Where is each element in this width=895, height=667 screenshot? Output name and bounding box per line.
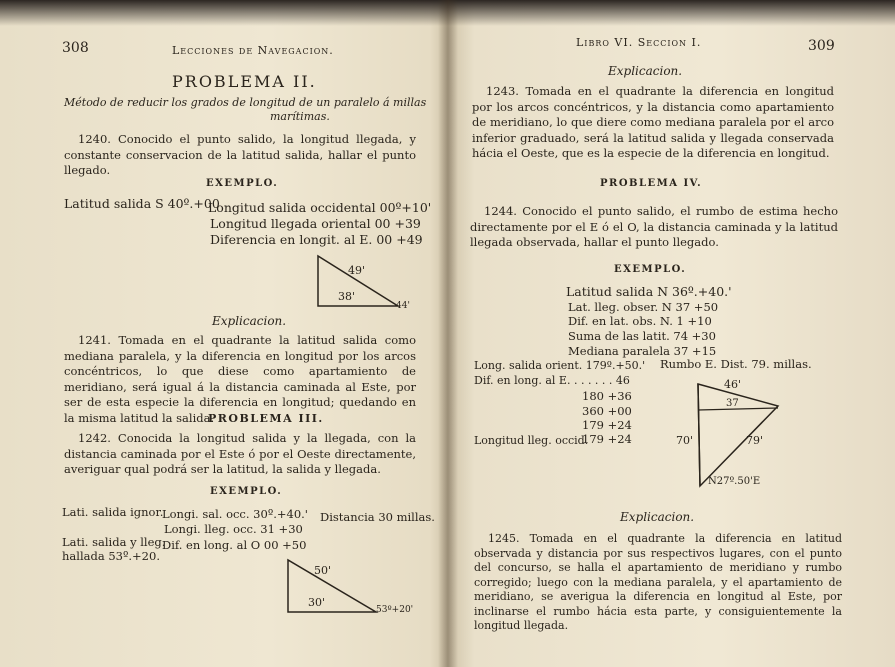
fig3-inner-label: 37 [726,398,739,409]
fig1-inside-label: 38' [338,290,356,303]
example-label-r: EXEMPLO. [614,264,687,275]
ex2-line1-a: Lati. salida ignor. [62,505,164,519]
ex2-line3-b: Dif. en long. al O 00 +50 [162,538,307,552]
paragraph-1240: 1240. Conocido el punto salido, la longitud llegada, y constante conservacion de la latitud salida, hallar el punto llegado. [64,132,416,177]
long-r-line3: 180 +36 [582,389,632,403]
paragraph-1243: 1243. Tomada en el quadrante la diferencia en longitud por los arcos concéntricos, y la distancia como apartamiento de meridiano, lo que diere como mediana paralela por el arco inferior graduado, será la latitud salida y llegada conservada hácia el Oeste, que es la especie de la diferencia en longitud. [472,84,834,160]
fig2-inside-label: 30' [308,596,326,609]
explicacion-label-r2: Explicacion. [620,510,695,524]
ex2-line4: hallada 53º.+20. [62,549,160,563]
long-r-line1-a: Long. salida orient. 179º.+50.' [474,359,646,372]
ex2-line1-c: Distancia 30 millas. [320,510,435,524]
left-running-head: Lecciones de Navegacion. [172,44,334,57]
ex1-line2: Longitud llegada oriental 00 +39 [210,216,421,231]
ex-r-line4: Suma de las latit. 74 +30 [568,329,716,343]
paragraph-1244: 1244. Conocido el punto salido, el rumbo de estima hecho directamente por el E ó el O, la distancia caminada y la latitud llegada observada, hallar el punto llegado. [470,204,838,249]
right-page [452,0,895,667]
triangle-figure-3 [674,374,790,494]
ex2-line3-a: Lati. salida y lleg. [62,535,166,549]
fig1-corner-label: 44' [396,301,410,311]
explicacion-label-r1: Explicacion. [608,64,683,78]
ex-r-line1: Latitud salida N 36º.+40.' [566,284,732,299]
fig2-corner-label: 53º+20' [376,605,414,615]
explicacion-label-1: Explicacion. [212,314,287,328]
left-page [0,0,445,667]
fig2-top-label: 50' [314,564,332,577]
problem-2-title: PROBLEMA II. [172,72,317,91]
ex2-line2: Longi. lleg. occ. 31 +30 [164,522,303,536]
ex-r-line2: Lat. lleg. obser. N 37 +50 [568,300,719,314]
paragraph-1241: 1241. Tomada en el quadrante la latitud salida como mediana paralela, y la diferencia en longitud por los arcos concéntricos, lo que diese como apartamiento de meridiano, será igual á la distancia caminada al Este, por ser de esta especie la diferencia en longitud; quedando en la misma latitud la salida. [64,333,416,425]
ex2-line1-b: Longi. sal. occ. 30º.+40.' [162,507,308,521]
paragraph-1242: 1242. Conocida la longitud salida y la llegada, con la distancia caminada por el Este ó por el Oeste directamente, averiguar qual podrá ser la latitud, la salida y llegada. [64,431,416,476]
subtitle-line-1: Método de reducir los grados de longitud de un paralelo á millas [64,96,427,109]
fig1-top-label: 49' [348,264,366,277]
long-r-line6-b: 179 +24 [582,432,632,446]
long-r-line2: Dif. en long. al E. . . . . . . 46 [474,374,630,387]
ex-r-line5: Mediana paralela 37 +15 [568,344,717,358]
triangle-figure-2 [276,556,426,620]
ex1-line3: Diferencia en longit. al E. 00 +49 [210,232,423,247]
ex-r-line3: Dif. en lat. obs. N. 1 +10 [568,314,712,328]
long-r-line4: 360 +00 [582,404,632,418]
example-label-1: EXEMPLO. [206,178,279,189]
ex1-line1-left: Latitud salida S 40º.+00 [64,196,220,211]
fig3-left-label: 70' [676,434,694,447]
fig3-right-label: 79' [746,434,764,447]
subtitle-line-2: marítimas. [270,110,330,123]
problem-4-label: PROBLEMA IV. [600,178,703,189]
right-running-head: Libro VI. Seccion I. [576,36,702,49]
ex1-line1-right: Longitud salida occidental 00º+10' [208,200,432,215]
long-r-line1-b: Rumbo E. Dist. 79. millas. [660,357,812,371]
long-r-line6-a: Longitud lleg. occid. [474,434,589,447]
triangle-figure-1 [300,250,430,312]
problem-3-label: PROBLEMA III. [208,412,324,425]
example-label-2: EXEMPLO. [210,486,283,497]
long-r-line5: 179 +24 [582,418,632,432]
paragraph-1245: 1245. Tomada en el quadrante la diferencia en latitud observada y distancia por sus respectivos lugares, con el punto del concurso, se halla el apartamiento de meridiano y rumbo corregido; luego con la mediana paralela, y el apartamiento de meridiano, se averigua la diferencia en longitud al Este, por inclinarse el rumbo hácia esta parte, y consiguientemente la longitud llegada. [474,532,842,632]
fig3-bottom-label: N27º.50'E [708,476,761,487]
left-page-number: 308 [62,40,89,56]
right-page-number: 309 [808,38,835,54]
fig3-top-label: 46' [724,378,742,391]
